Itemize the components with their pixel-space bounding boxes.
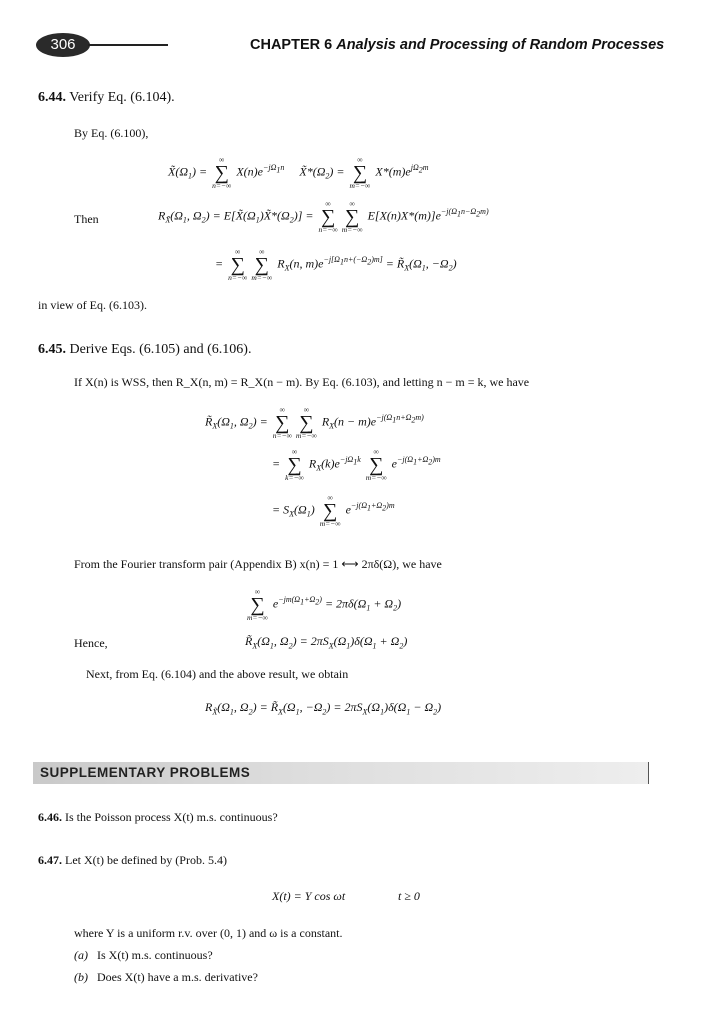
equation-wss-spectrum: $R̃_X(\Omega_1$, $\Omega_2$) = ∞ ∑ n=−∞ ∞ ∑ m=−∞ $R_X(n - m)e^{-j(\Omega_1n+\Omega_2m)}$ [205,405,424,440]
problem-text: Let X(t) be defined by (Prob. 5.4) [65,853,227,867]
running-header [250,37,665,53]
problem-6-44-heading [38,90,175,106]
equation-correlation: $R_{X̃}(\Omega_1$, $\Omega_2$) = $E[X̃(\Omega_1)X̃*(\Omega_2)]$ = ∞ ∑ n=−∞ ∞ ∑ m=−∞ $E[X(n)X*(m)]e^{-j(\Omega_1n-\Omega_2m)}$ [158,199,489,234]
hence-label: Hence, [74,636,108,650]
supplementary-heading: SUPPLEMENTARY PROBLEMS [40,765,251,780]
problem-6-45-intro: If X(n) is WSS, then R_X(n, m) = R_X(n − m). By Eq. (6.103), and letting n − m = k, we have [74,375,530,389]
next-text: Next, from Eq. (6.104) and the above result, we obtain [86,667,349,681]
problem-title: Verify Eq. (6.104). [69,90,175,105]
equation-condition: t ≥ 0 [398,889,420,903]
equation-wss-split: = ∞ ∑ k=−∞ $R_X(k)e^{-j\Omega_1k}$ ∞ ∑ m=−∞ $e^{-j(\Omega_1+\Omega_2)m}$ [272,447,441,482]
problem-6-47-where: where Y is a uniform r.v. over (0, 1) and ω is a constant. [74,926,343,940]
problem-number: 6.44. [38,90,66,105]
equation-final: $R_{X̃}(\Omega_1$, $\Omega_2$) = $R̃_X(\Omega_1$, $-\Omega_2) = 2\pi S_X(\Omega_1)\delta(\Omega_1 - \Omega_2)$ [205,700,442,717]
equation-hence: $R̃_X(\Omega_1$, $\Omega_2) = 2\pi S_X(\Omega_1)\delta(\Omega_1 + \Omega_2)$ [245,634,408,651]
problem-6-47-part-a [74,948,213,963]
page-number-badge: 306 [36,33,90,57]
part-label: (b) [74,970,88,984]
problem-6-44-closing: in view of Eq. (6.103). [38,298,147,312]
header-rule [88,44,168,46]
problem-6-45-heading [38,342,251,358]
equation-delta-sum: ∞ ∑ m=−∞ $e^{-jm(\Omega_1+\Omega_2)} = 2\pi\delta(\Omega_1 + \Omega_2)$ [247,587,402,622]
equation-correlation-result: = ∞ ∑ n=−∞ ∞ ∑ m=−∞ $R_X(n$, $m)e^{-j[\Omega_1n+(-\Omega_2)m]}$ = $R̃_X(\Omega_1$, $-\Omega_2$) [215,247,457,282]
equation-wss-psd: = $S_X(\Omega_1)$ ∞ ∑ m=−∞ $e^{-j(\Omega_1+\Omega_2)m}$ [272,493,395,528]
problem-6-47 [38,853,227,868]
equation-x-of-t: X(t) = Y cos ωt [272,889,346,903]
part-label: (a) [74,948,88,962]
problem-text: Is the Poisson process X(t) m.s. continuous? [65,810,278,824]
part-text: Does X(t) have a m.s. derivative? [97,970,258,984]
equation-fourier-def: $X̃(\Omega_1)$ = ∞ ∑ n=−∞ $X(n)e^{-j\Omega_1n}$ $X̃*(\Omega_2)$ = ∞ ∑ m=−∞ $X*(m)e^{j\Omega_2m}$ [168,155,429,190]
chapter-title: Analysis and Processing of Random Processes [336,37,665,53]
problem-title: Derive Eqs. (6.105) and (6.106). [69,342,252,357]
problem-6-44-intro: By Eq. (6.100), [74,126,149,140]
problem-number: 6.45. [38,342,66,357]
fourier-pair-text: From the Fourier transform pair (Appendix B) x(n) = 1 ⟷ 2πδ(Ω), we have [74,557,442,571]
band-end-rule [648,762,649,784]
problem-number: 6.47. [38,853,62,867]
problem-number: 6.46. [38,810,62,824]
problem-6-47-part-b [74,970,258,985]
then-label: Then [74,212,99,226]
chapter-label: CHAPTER 6 [250,37,333,53]
problem-6-46 [38,810,278,825]
part-text: Is X(t) m.s. continuous? [97,948,213,962]
